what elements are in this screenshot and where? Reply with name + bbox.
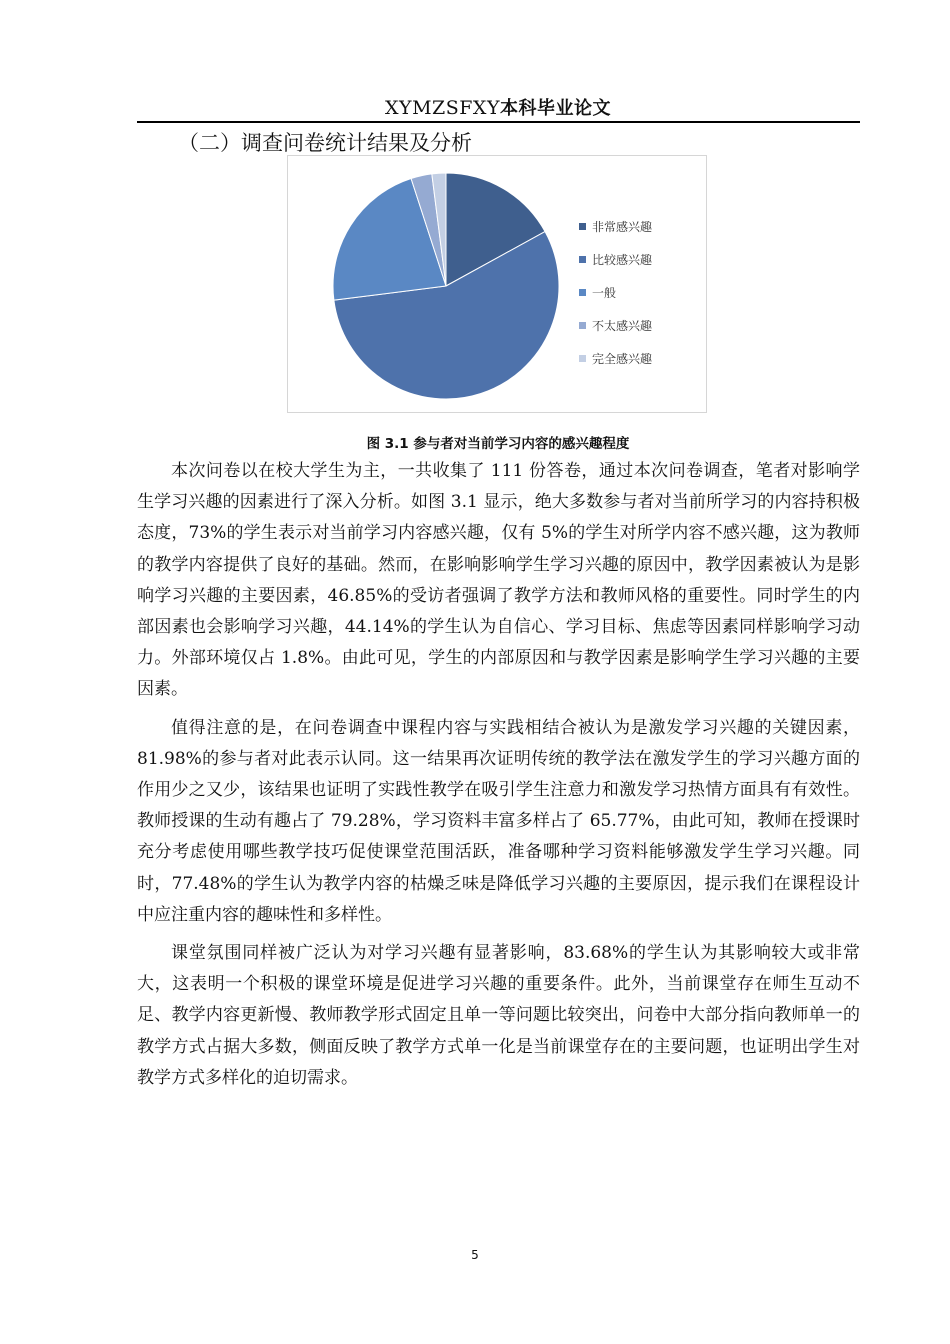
header-rule <box>137 121 860 123</box>
figure-caption: 图 3.1 参与者对当前学习内容的感兴趣程度 <box>366 436 630 452</box>
legend-label: 完全感兴趣 <box>592 352 653 366</box>
legend-swatch <box>579 355 586 362</box>
legend-label: 一般 <box>592 286 617 300</box>
pie-chart-svg <box>288 156 708 414</box>
legend-swatch <box>579 322 586 329</box>
header-prefix: XYMZSFXY <box>385 97 500 119</box>
legend-swatch <box>579 289 586 296</box>
page-number: 5 <box>471 1248 479 1262</box>
paragraph: 本次问卷以在校大学生为主，一共收集了 111 份答卷，通过本次问卷调查，笔者对影响学生学习兴趣的因素进行了深入分析。如图 3.1 显示，绝大多数参与者对当前所学习的内容持积极态度，73%的学生表示对当前学习内容感兴趣，仅有 5%的学生对所学内容不感兴趣，这为教师的教学内容提供了良好的基础。然而，在影响影响学生学习兴趣的原因中，教学因素被认为是影响学习兴趣的主要因素，46.85%的受访者强调了教学方法和教师风格的重要性。同时学生的内部因素也会影响学习兴趣，44.14%的学生认为自信心、学习目标、焦虑等因素同样影响学习动力。外部环境仅占 1.8%。由此可见，学生的内部原因和与教学因素是影响学生学习兴趣的主要因素。 <box>137 461 860 700</box>
header-suffix: 本科毕业论文 <box>500 98 611 119</box>
paragraph: 值得注意的是，在问卷调查中课程内容与实践相结合被认为是激发学习兴趣的关键因素，81.98%的参与者对此表示认同。这一结果再次证明传统的教学法在激发学生的学习兴趣方面的作用少之又少，该结果也证明了实践性教学在吸引学生注意力和激发学习热情方面具有有效性。教师授课的生动有趣占了 79.28%，学习资料丰富多样占了 65.77%，由此可知，教师在授课时充分考虑使用哪些教学技巧促使课堂范围活跃，准备哪种学习资料能够激发学生学习兴趣。同时，77.48%的学生认为教学内容的枯燥乏味是降低学习兴趣的主要原因，提示我们在课程设计中应注重内容的趣味性和多样性。 <box>137 717 860 925</box>
legend-swatch <box>579 256 586 263</box>
legend-item <box>579 251 652 265</box>
running-header <box>137 94 859 120</box>
legend-item <box>579 350 652 364</box>
legend-item <box>579 317 652 331</box>
legend-item <box>579 284 616 298</box>
legend-swatch <box>579 223 586 230</box>
paragraph: 课堂氛围同样被广泛认为对学习兴趣有显著影响，83.68%的学生认为其影响较大或非常大，这表明一个积极的课堂环境是促进学习兴趣的重要条件。此外，当前课堂存在师生互动不足、教学内容更新慢、教师教学形式固定且单一等问题比较突出，问卷中大部分指向教师单一的教学方式占据大多数，侧面反映了教学方式单一化是当前课堂存在的主要问题，也证明出学生对教学方式多样化的迫切需求。 <box>137 943 860 1088</box>
pie-chart <box>287 155 707 413</box>
legend-label: 比较感兴趣 <box>592 253 653 267</box>
body-text <box>137 456 860 1101</box>
legend-item <box>579 218 652 232</box>
legend-label: 非常感兴趣 <box>592 220 653 234</box>
legend-label: 不太感兴趣 <box>592 319 653 333</box>
section-title: （二）调查问卷统计结果及分析 <box>178 131 472 155</box>
